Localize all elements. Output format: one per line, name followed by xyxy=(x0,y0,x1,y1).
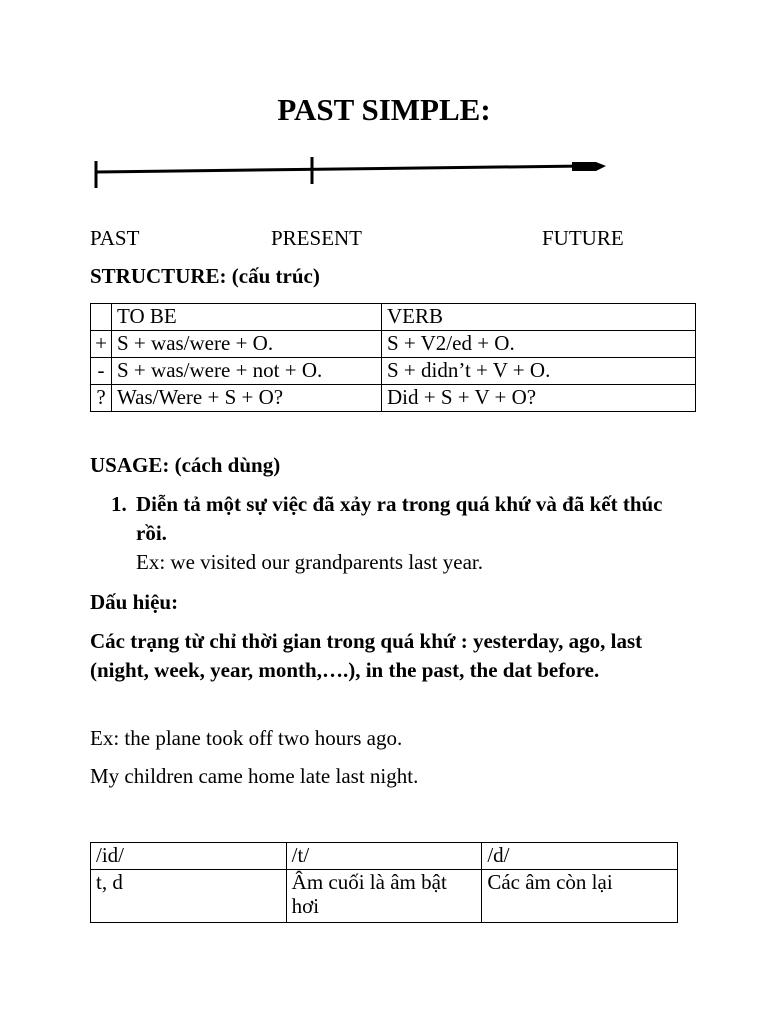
timeline-arrow xyxy=(90,152,620,196)
table-cell: S + didn’t + V + O. xyxy=(382,358,696,385)
timeline-label-past: PAST xyxy=(90,226,140,250)
usage-example: Ex: we visited our grandparents last year. xyxy=(136,550,483,574)
table-cell: Was/Were + S + O? xyxy=(112,385,382,412)
table-cell-sign: + xyxy=(91,331,112,358)
table-header-cell: /t/ xyxy=(286,843,482,870)
structure-heading: STRUCTURE: (cấu trúc) xyxy=(90,264,320,288)
timeline-label-future: FUTURE xyxy=(542,226,624,250)
list-item xyxy=(111,490,671,548)
usage-heading: USAGE: (cách dùng) xyxy=(90,453,281,477)
table-cell: t, d xyxy=(91,870,287,923)
table-cell: Các âm còn lại xyxy=(482,870,678,923)
table-header-row xyxy=(91,304,696,331)
timeline-arrow-head xyxy=(572,162,606,171)
table-header-cell: /id/ xyxy=(91,843,287,870)
table-row xyxy=(91,870,678,923)
usage-list xyxy=(111,490,671,577)
table-cell-sign: - xyxy=(91,358,112,385)
table-header-cell: TO BE xyxy=(112,304,382,331)
list-item-text: Diễn tả một sự việc đã xảy ra trong quá khứ và đã kết thúc rồi. xyxy=(136,492,663,545)
table-row xyxy=(91,331,696,358)
timeline-label-present: PRESENT xyxy=(271,226,363,250)
table-header-cell xyxy=(91,304,112,331)
table-header-cell: /d/ xyxy=(482,843,678,870)
example-line: My children came home late last night. xyxy=(90,764,419,788)
signs-heading: Dấu hiệu: xyxy=(90,590,179,614)
example-line: Ex: the plane took off two hours ago. xyxy=(90,726,403,750)
structure-table xyxy=(90,303,696,412)
timeline-line xyxy=(96,166,585,172)
table-header-cell: VERB xyxy=(382,304,696,331)
list-item-number: 1. xyxy=(111,492,127,516)
table-row xyxy=(91,385,696,412)
table-cell: Did + S + V + O? xyxy=(382,385,696,412)
signs-text: Các trạng từ chỉ thời gian trong quá khứ : yesterday, ago, last (night, week, year, month,….), in the past, the dat before. xyxy=(90,629,643,682)
table-cell: S + was/were + not + O. xyxy=(112,358,382,385)
table-cell: S + was/were + O. xyxy=(112,331,382,358)
pronunciation-table xyxy=(90,842,678,923)
table-cell: S + V2/ed + O. xyxy=(382,331,696,358)
table-cell-sign: ? xyxy=(91,385,112,412)
page-title: PAST SIMPLE: xyxy=(277,92,491,127)
table-header-row xyxy=(91,843,678,870)
timeline-labels xyxy=(0,226,768,252)
table-cell: Âm cuối là âm bật hơi xyxy=(286,870,482,923)
table-row xyxy=(91,358,696,385)
